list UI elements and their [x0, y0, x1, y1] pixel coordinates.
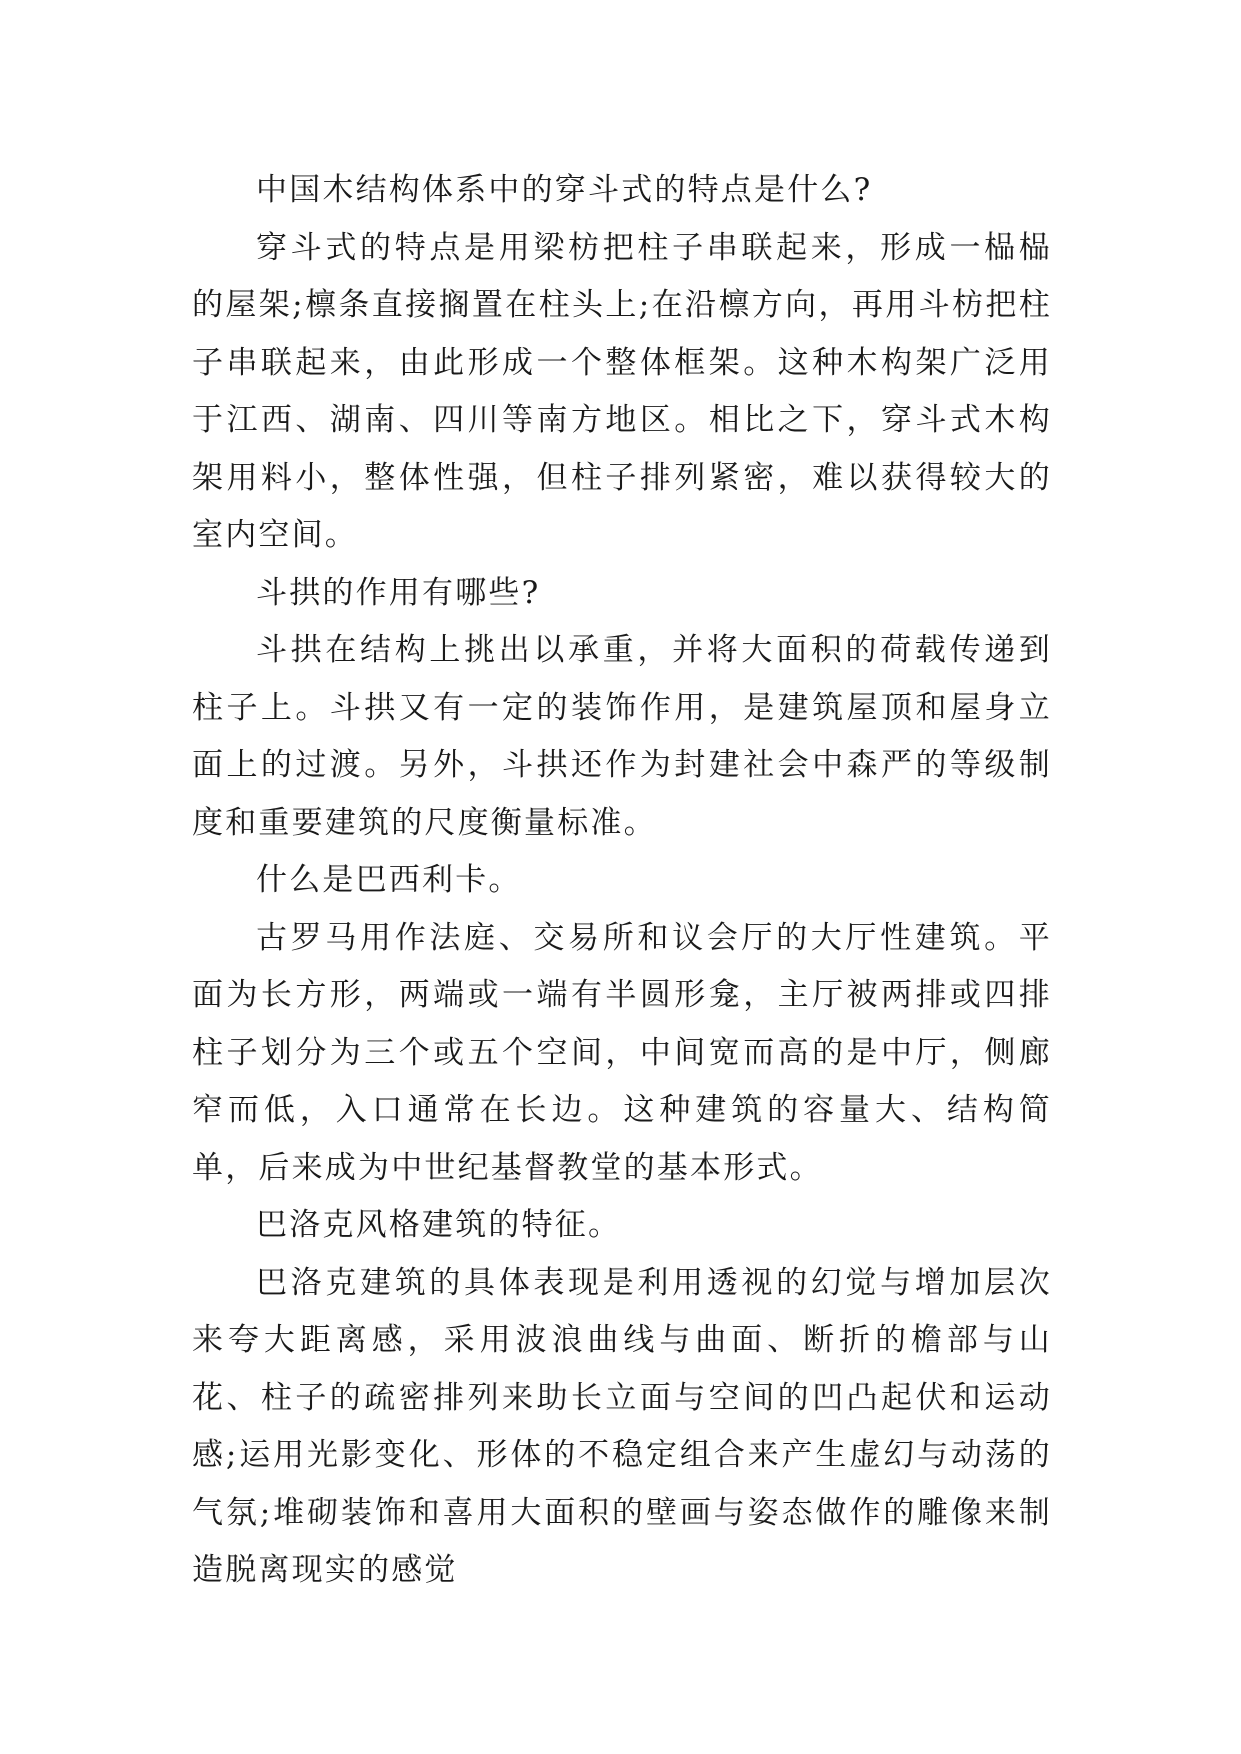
- question-baroque: 巴洛克风格建筑的特征。: [256, 1207, 622, 1243]
- answer-dougong: 斗拱在结构上挑出以承重，并将大面积的荷载传递到柱子上。斗拱又有一定的装饰作用，是建筑屋顶和屋身立面上的过渡。另外，斗拱还作为封建社会中森严的等级制度和重要建筑的尺度衡量标准。: [192, 632, 1052, 841]
- answer-chuandou: 穿斗式的特点是用梁枋把柱子串联起来，形成一榀榀的屋架;檩条直接搁置在柱头上;在沿檩方向，再用斗枋把柱子串联起来，由此形成一个整体框架。这种木构架广泛用于江西、湖南、四川等南方地区。相比之下，穿斗式木构架用料小，整体性强，但柱子排列紧密，难以获得较大的室内空间。: [192, 229, 1052, 553]
- question-dougong: 斗拱的作用有哪些?: [256, 574, 541, 611]
- question-chuandou: 中国木结构体系中的穿斗式的特点是什么?: [256, 172, 873, 208]
- answer-basilica: 古罗马用作法庭、交易所和议会厅的大厅性建筑。平面为长方形，两端或一端有半圆形龛，主厅被两排或四排柱子划分为三个或五个空间，中间宽而高的是中厅，侧廊窄而低，入口通常在长边。这种建筑的容量大、结构简单，后来成为中世纪基督教堂的基本形式。: [192, 919, 1052, 1186]
- document-body: [192, 162, 1052, 1600]
- question-basilica: 什么是巴西利卡。: [256, 862, 522, 898]
- answer-baroque: 巴洛克建筑的具体表现是利用透视的幻觉与增加层次来夸大距离感，采用波浪曲线与曲面、断折的檐部与山花、柱子的疏密排列来助长立面与空间的凹凸起伏和运动感;运用光影变化、形体的不稳定组合来产生虚幻与动荡的气氛;堆砌装饰和喜用大面积的壁画与姿态做作的雕像来制造脱离现实的感觉: [192, 1264, 1052, 1588]
